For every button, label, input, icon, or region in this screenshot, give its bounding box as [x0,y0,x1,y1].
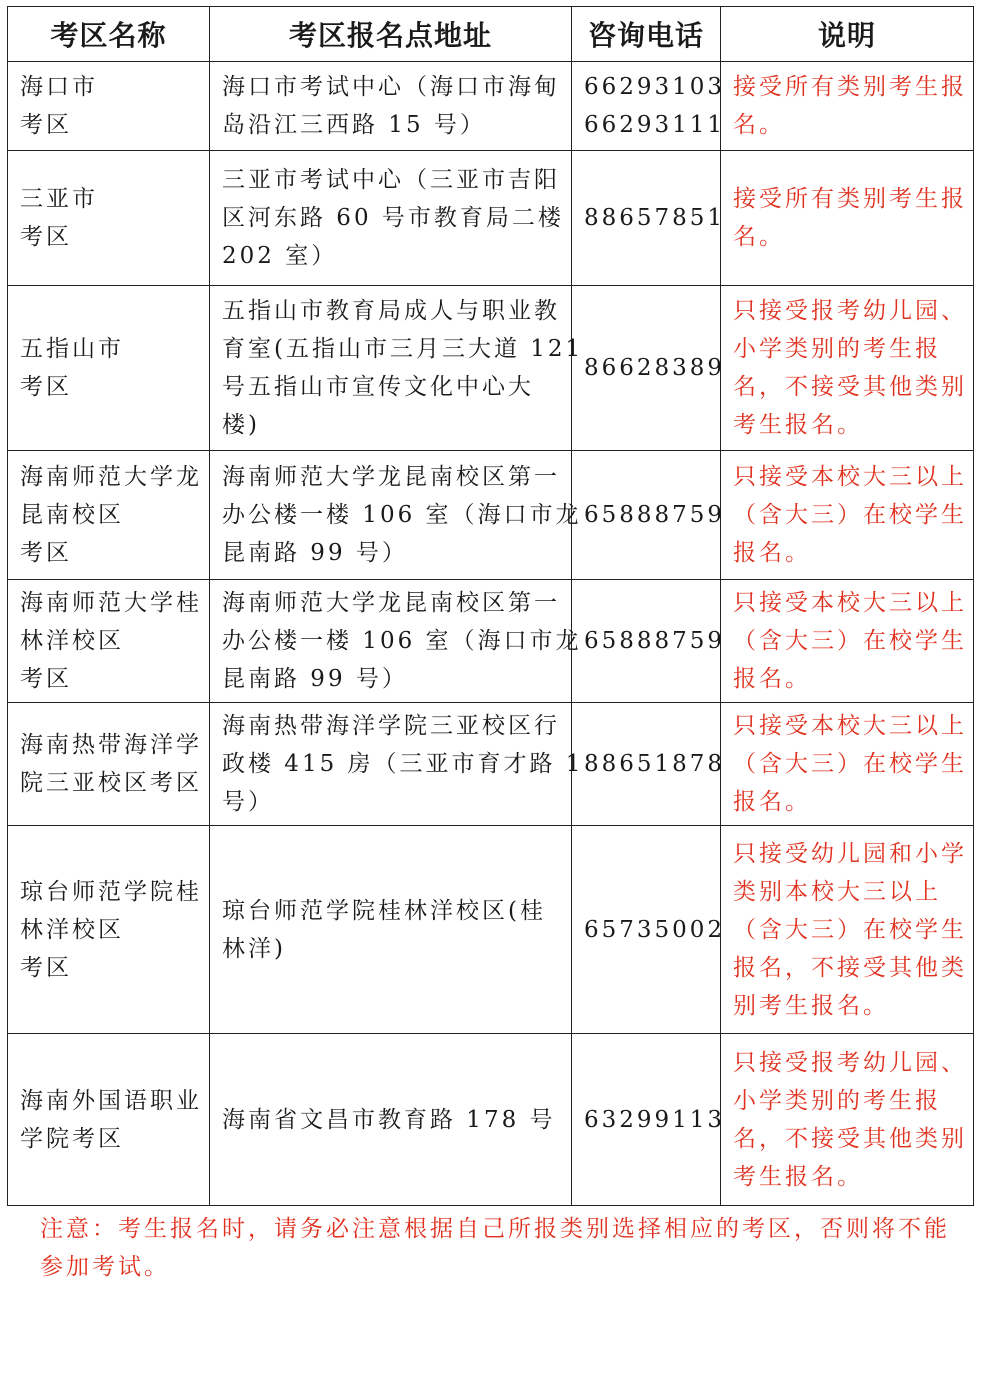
site-name-cell [8,580,210,703]
note-line: 别考生报名。 [733,992,889,1019]
site-name-line: 考区 [20,666,72,692]
exam-site-table [7,6,974,1206]
footnote [40,1210,950,1286]
site-name-cell [8,826,210,1034]
note-line: 报名。 [733,789,811,815]
site-name-line: 五指山市 [20,336,124,362]
site-name-line: 考区 [20,540,72,566]
note-line: 考生报名。 [733,412,863,438]
note-line: 只接受本校大三以上 [733,713,967,739]
site-name-line: 海南外国语职业 [20,1087,202,1114]
phone-cell [572,151,726,286]
table-row [8,1034,974,1206]
phone-line: 65888759 [584,628,726,654]
table-row [8,703,974,826]
phone-cell [572,451,726,580]
address-line: 琼台师范学院桂林洋校区(桂 [222,897,546,924]
phone-cell [572,1034,726,1206]
note-line: 名，不接受其他类别 [733,1125,967,1152]
note-line: 报名。 [733,540,811,566]
phone-line: 86628389 [584,355,726,381]
address-line: 海口市考试中心（海口市海甸 [222,74,560,100]
table-row [8,151,974,286]
site-name-line: 考区 [20,224,72,250]
note-line: 报名。 [733,666,811,692]
phone-line: 66293103 [584,74,726,100]
note-line: 名。 [733,224,785,250]
site-name-line: 考区 [20,954,72,981]
site-name-cell [8,451,210,580]
address-line: 区河东路 60 号市教育局二楼 [222,205,564,231]
phone-line: 88651878 [584,751,726,777]
address-cell [210,1034,572,1206]
note-line: （含大三）在校学生 [733,502,967,528]
site-name-line: 考区 [20,112,72,138]
address-line: 号） [222,789,274,815]
note-line: 名，不接受其他类别 [733,374,967,400]
note-line: 类别本校大三以上 [733,878,941,905]
note-line: 接受所有类别考生报 [733,74,967,100]
note-line: （含大三）在校学生 [733,751,967,777]
address-line: 五指山市教育局成人与职业教 [222,298,560,324]
footnote-line: 参加考试。 [40,1254,170,1280]
note-line: 小学类别的考生报 [733,1087,941,1114]
site-name-line: 海南师范大学龙 [20,464,202,490]
address-cell [210,826,572,1034]
note-line: 考生报名。 [733,1163,863,1190]
phone-cell [572,286,726,451]
site-name-cell [8,703,210,826]
address-line: 育室(五指山市三月三大道 121 [222,336,584,362]
header-address: 考区报名点地址 [210,7,572,62]
note-line: 接受所有类别考生报 [733,186,967,212]
address-cell [210,62,572,151]
note-line: 只接受本校大三以上 [733,464,967,490]
site-name-cell [8,151,210,286]
note-line: 只接受报考幼儿园、 [733,298,967,324]
site-name-line: 林洋校区 [20,916,124,943]
note-cell [721,451,974,580]
address-cell [210,580,582,703]
note-line: （含大三）在校学生 [733,916,967,943]
address-cell [210,151,572,286]
address-line: 昆南路 99 号） [222,540,408,566]
note-cell [721,826,974,1034]
address-line: 昆南路 99 号） [222,666,408,692]
address-cell [210,286,584,451]
address-line: 海南师范大学龙昆南校区第一 [222,590,560,616]
site-name-cell [8,286,210,451]
phone-cell [572,62,726,151]
note-line: （含大三）在校学生 [733,628,967,654]
site-name-line: 海南师范大学桂 [20,590,202,616]
address-line: 林洋) [222,935,286,962]
address-line: 楼) [222,412,260,438]
note-cell [721,703,974,826]
address-cell [210,451,582,580]
note-cell [721,580,974,703]
address-line: 政楼 415 房（三亚市育才路 1 [222,751,584,777]
note-line: 小学类别的考生报 [733,336,941,362]
phone-line: 65735002 [584,916,726,943]
table-row [8,580,974,703]
header-site-name: 考区名称 [8,7,210,62]
phone-cell [572,580,726,703]
address-line: 号五指山市宣传文化中心大 [222,374,534,400]
address-line: 办公楼一楼 106 室（海口市龙 [222,502,582,528]
address-line: 海南省文昌市教育路 178 号 [222,1106,556,1133]
note-line: 报名，不接受其他类 [733,954,967,981]
table-row [8,286,974,451]
address-line: 三亚市考试中心（三亚市吉阳 [222,167,560,193]
note-cell [721,286,974,451]
note-line: 名。 [733,112,785,138]
site-name-line: 海南热带海洋学 [20,732,202,758]
phone-line: 65888759 [584,502,726,528]
header-phone: 咨询电话 [572,7,721,62]
note-cell [721,62,974,151]
site-name-cell [8,62,210,151]
phone-line: 63299113 [584,1106,726,1133]
site-name-line: 昆南校区 [20,502,124,528]
address-line: 202 室） [222,243,338,269]
site-name-line: 学院考区 [20,1125,124,1152]
address-line: 海南热带海洋学院三亚校区行 [222,713,560,739]
note-cell [721,151,974,286]
table-row [8,62,974,151]
address-line: 海南师范大学龙昆南校区第一 [222,464,560,490]
address-cell [210,703,584,826]
site-name-line: 院三亚校区考区 [20,770,202,796]
site-name-line: 琼台师范学院桂 [20,878,202,905]
address-line: 办公楼一楼 106 室（海口市龙 [222,628,582,654]
note-line: 只接受幼儿园和小学 [733,840,967,867]
note-line: 只接受本校大三以上 [733,590,967,616]
site-name-line: 三亚市 [20,186,98,212]
note-cell [721,1034,974,1206]
table-body [8,62,974,1206]
table-header-row [8,7,974,62]
site-name-line: 林洋校区 [20,628,124,654]
address-line: 岛沿江三西路 15 号） [222,112,486,138]
phone-line: 88657851 [584,205,726,231]
note-line: 只接受报考幼儿园、 [733,1049,967,1076]
site-name-line: 海口市 [20,74,98,100]
site-name-line: 考区 [20,374,72,400]
phone-cell [572,703,726,826]
footnote-line: 注意：考生报名时，请务必注意根据自己所报类别选择相应的考区，否则将不能 [40,1216,950,1242]
site-name-cell [8,1034,210,1206]
table-row [8,451,974,580]
phone-line: 66293111 [584,112,726,138]
header-notes: 说明 [721,7,974,62]
table-row [8,826,974,1034]
phone-cell [572,826,726,1034]
